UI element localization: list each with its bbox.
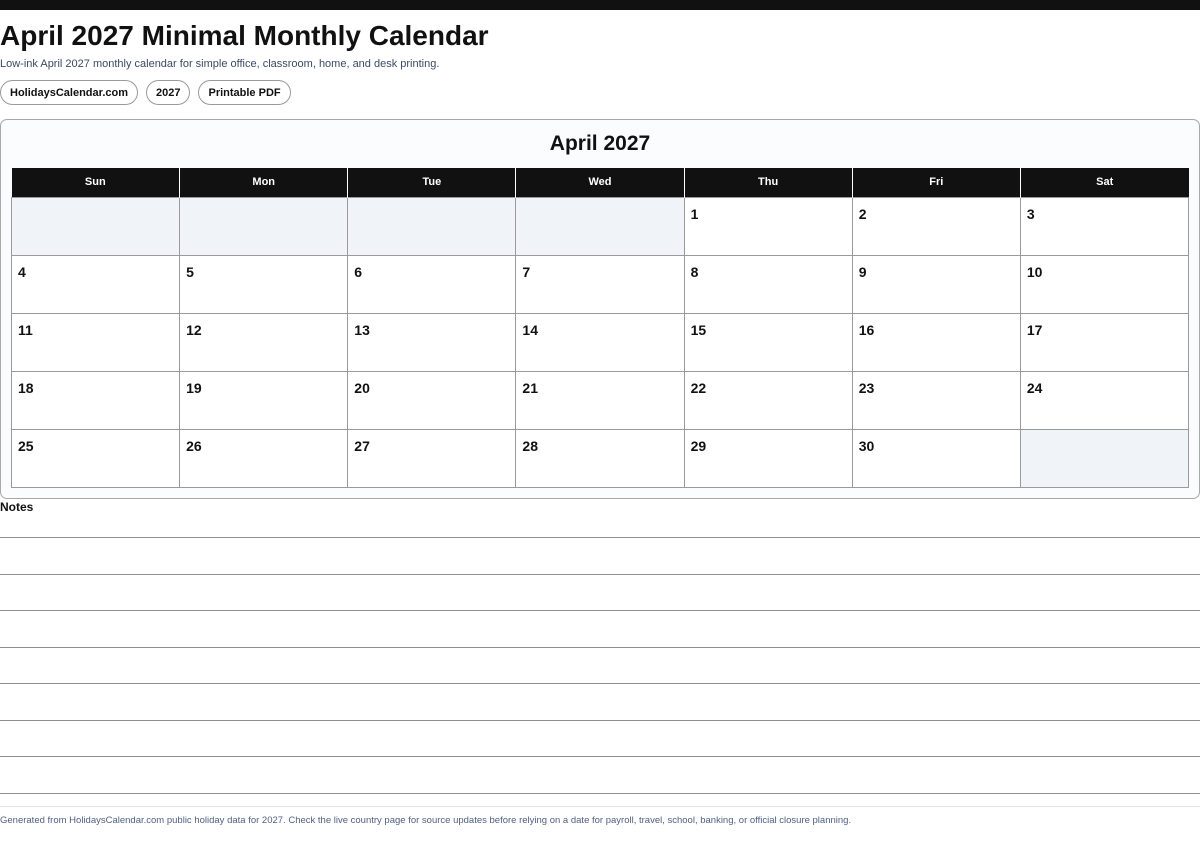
day-cell: 30 (852, 429, 1020, 487)
chip-site-link[interactable]: HolidaysCalendar.com (0, 80, 138, 105)
day-cell: 1 (684, 197, 852, 255)
chip-year-link[interactable]: 2027 (146, 80, 190, 105)
day-cell: 2 (852, 197, 1020, 255)
page-title: April 2027 Minimal Monthly Calendar (0, 20, 489, 51)
day-cell: 16 (852, 313, 1020, 371)
day-cell: 21 (516, 371, 684, 429)
week-row (12, 313, 1189, 371)
day-cell: 24 (1020, 371, 1188, 429)
chip-printable-pdf[interactable]: Printable PDF (198, 80, 290, 105)
day-cell: 17 (1020, 313, 1188, 371)
day-cell: 22 (684, 371, 852, 429)
weekday-header: Fri (852, 168, 1020, 197)
day-cell: 6 (348, 255, 516, 313)
weekday-header: Tue (348, 168, 516, 197)
day-cell: 12 (180, 313, 348, 371)
day-cell: 11 (12, 313, 180, 371)
weekday-header: Sat (1020, 168, 1188, 197)
day-cell: 25 (12, 429, 180, 487)
note-line (0, 574, 1200, 575)
weekday-header: Sun (12, 168, 180, 197)
month-title: April 2027 (549, 132, 651, 155)
day-cell: 28 (516, 429, 684, 487)
day-cell: 19 (180, 371, 348, 429)
notes-label: Notes (0, 500, 34, 514)
day-cell: 29 (684, 429, 852, 487)
week-row (12, 197, 1189, 255)
day-cell: 15 (684, 313, 852, 371)
day-cell: 4 (12, 255, 180, 313)
day-cell-empty (348, 197, 516, 255)
day-cell: 13 (348, 313, 516, 371)
day-cell: 23 (852, 371, 1020, 429)
day-cell-empty (1020, 429, 1188, 487)
week-row (12, 429, 1189, 487)
day-cell-empty (12, 197, 180, 255)
day-cell: 8 (684, 255, 852, 313)
day-cell: 3 (1020, 197, 1188, 255)
week-row (12, 371, 1189, 429)
note-line (0, 756, 1200, 757)
week-row (12, 255, 1189, 313)
day-cell: 26 (180, 429, 348, 487)
calendar-grid (11, 168, 1189, 488)
weekday-header: Thu (684, 168, 852, 197)
note-line (0, 610, 1200, 611)
day-cell: 27 (348, 429, 516, 487)
note-line (0, 793, 1200, 794)
chip-row (0, 80, 291, 105)
day-cell: 5 (180, 255, 348, 313)
note-line (0, 537, 1200, 538)
day-cell: 20 (348, 371, 516, 429)
day-cell-empty (180, 197, 348, 255)
day-cell: 9 (852, 255, 1020, 313)
weekday-header: Wed (516, 168, 684, 197)
day-cell: 10 (1020, 255, 1188, 313)
note-line (0, 647, 1200, 648)
weekday-header: Mon (180, 168, 348, 197)
day-cell-empty (516, 197, 684, 255)
top-bar (0, 0, 1200, 10)
footer-note: Generated from HolidaysCalendar.com public holiday data for 2027. Check the live country page for source updates before relying on a date for payroll, travel, school, banking, or official closure planning. (0, 815, 852, 826)
footer-divider (0, 806, 1200, 807)
page-subtitle: Low-ink April 2027 monthly calendar for simple office, classroom, home, and desk printing. (0, 58, 440, 70)
day-cell: 7 (516, 255, 684, 313)
note-line (0, 720, 1200, 721)
day-cell: 14 (516, 313, 684, 371)
weekday-header-row (12, 168, 1189, 197)
day-cell: 18 (12, 371, 180, 429)
note-line (0, 683, 1200, 684)
